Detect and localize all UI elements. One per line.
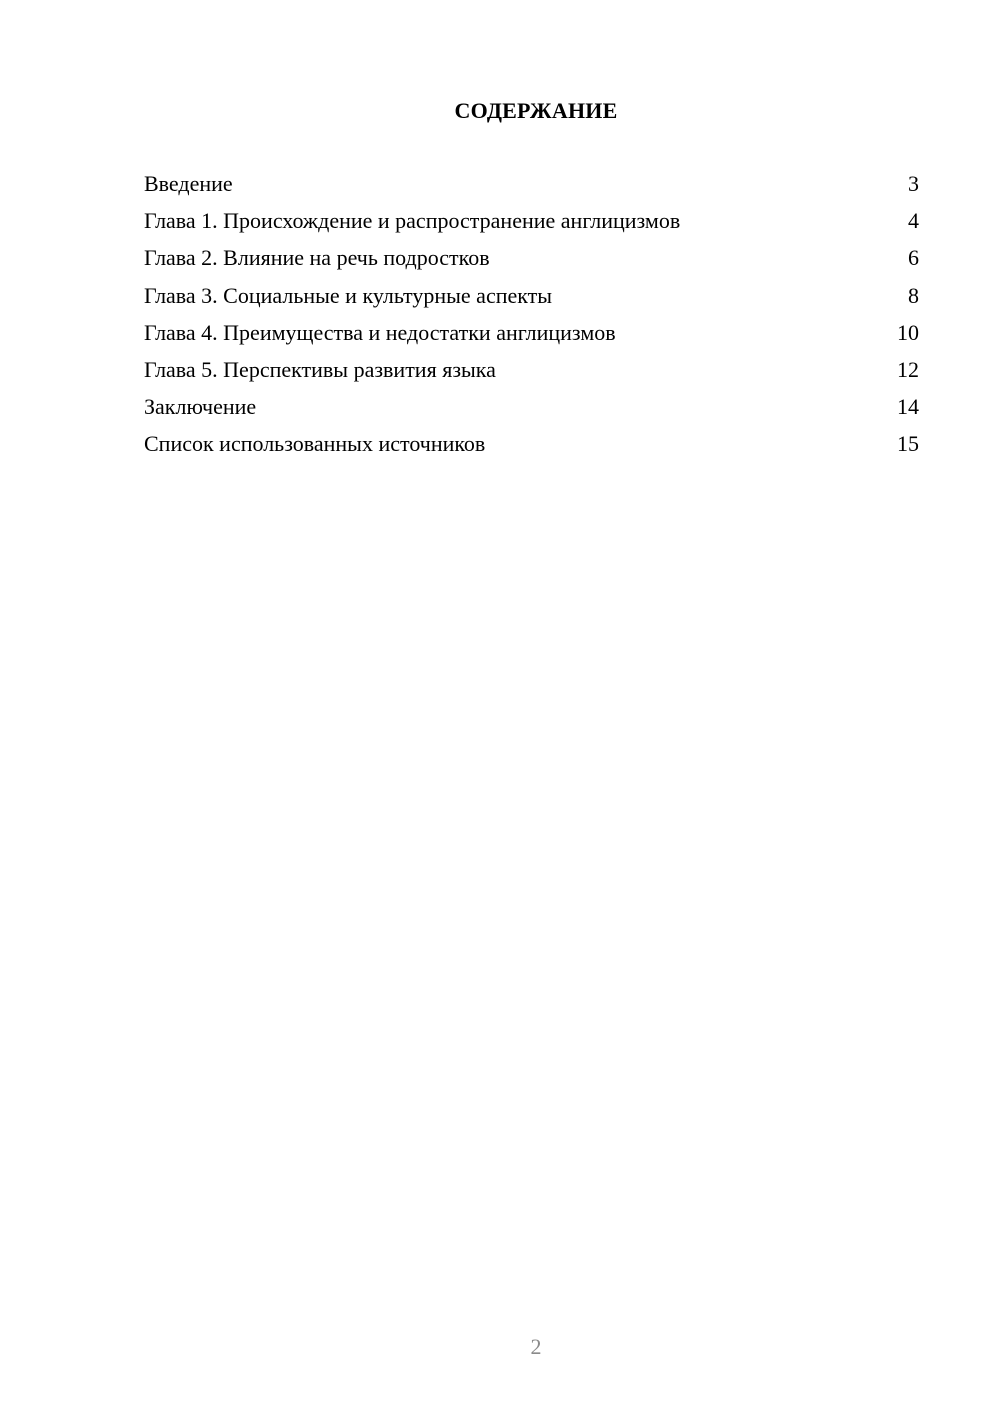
page-title: СОДЕРЖАНИЕ — [454, 98, 618, 123]
toc-entry-chapter-5 — [144, 355, 919, 392]
toc-entry-page: 14 — [897, 394, 919, 420]
toc-entry-label: Список использованных источников — [144, 431, 486, 457]
page-number: 2 — [530, 1334, 542, 1359]
toc-entry-chapter-2 — [144, 243, 919, 280]
toc-entry-label: Глава 5. Перспективы развития языка — [144, 356, 496, 382]
toc-entry-conclusion — [144, 392, 919, 429]
toc-entry-chapter-3 — [144, 281, 919, 318]
toc-entry-label: Введение — [144, 171, 233, 196]
toc-entry-label: Глава 4. Преимущества и недостатки англицизмов — [144, 319, 616, 345]
toc-entry-page: 8 — [908, 282, 919, 308]
toc-entry-page: 6 — [908, 245, 919, 271]
toc-entry-page: 4 — [908, 208, 919, 234]
toc-entry-label: Заключение — [144, 394, 257, 420]
toc-entry-introduction — [144, 169, 919, 206]
toc-entry-page: 15 — [897, 431, 919, 457]
toc-entry-label: Глава 1. Происхождение и распространение англицизмов — [144, 208, 681, 234]
table-of-contents — [144, 169, 919, 467]
toc-entry-page: 3 — [908, 171, 919, 196]
toc-entry-references — [144, 429, 919, 466]
toc-entry-page: 10 — [897, 319, 919, 345]
toc-entry-chapter-4 — [144, 318, 919, 355]
toc-entry-chapter-1 — [144, 206, 919, 243]
toc-entry-label: Глава 3. Социальные и культурные аспекты — [144, 282, 553, 308]
toc-entry-label: Глава 2. Влияние на речь подростков — [144, 245, 490, 271]
toc-entry-page: 12 — [897, 356, 919, 382]
